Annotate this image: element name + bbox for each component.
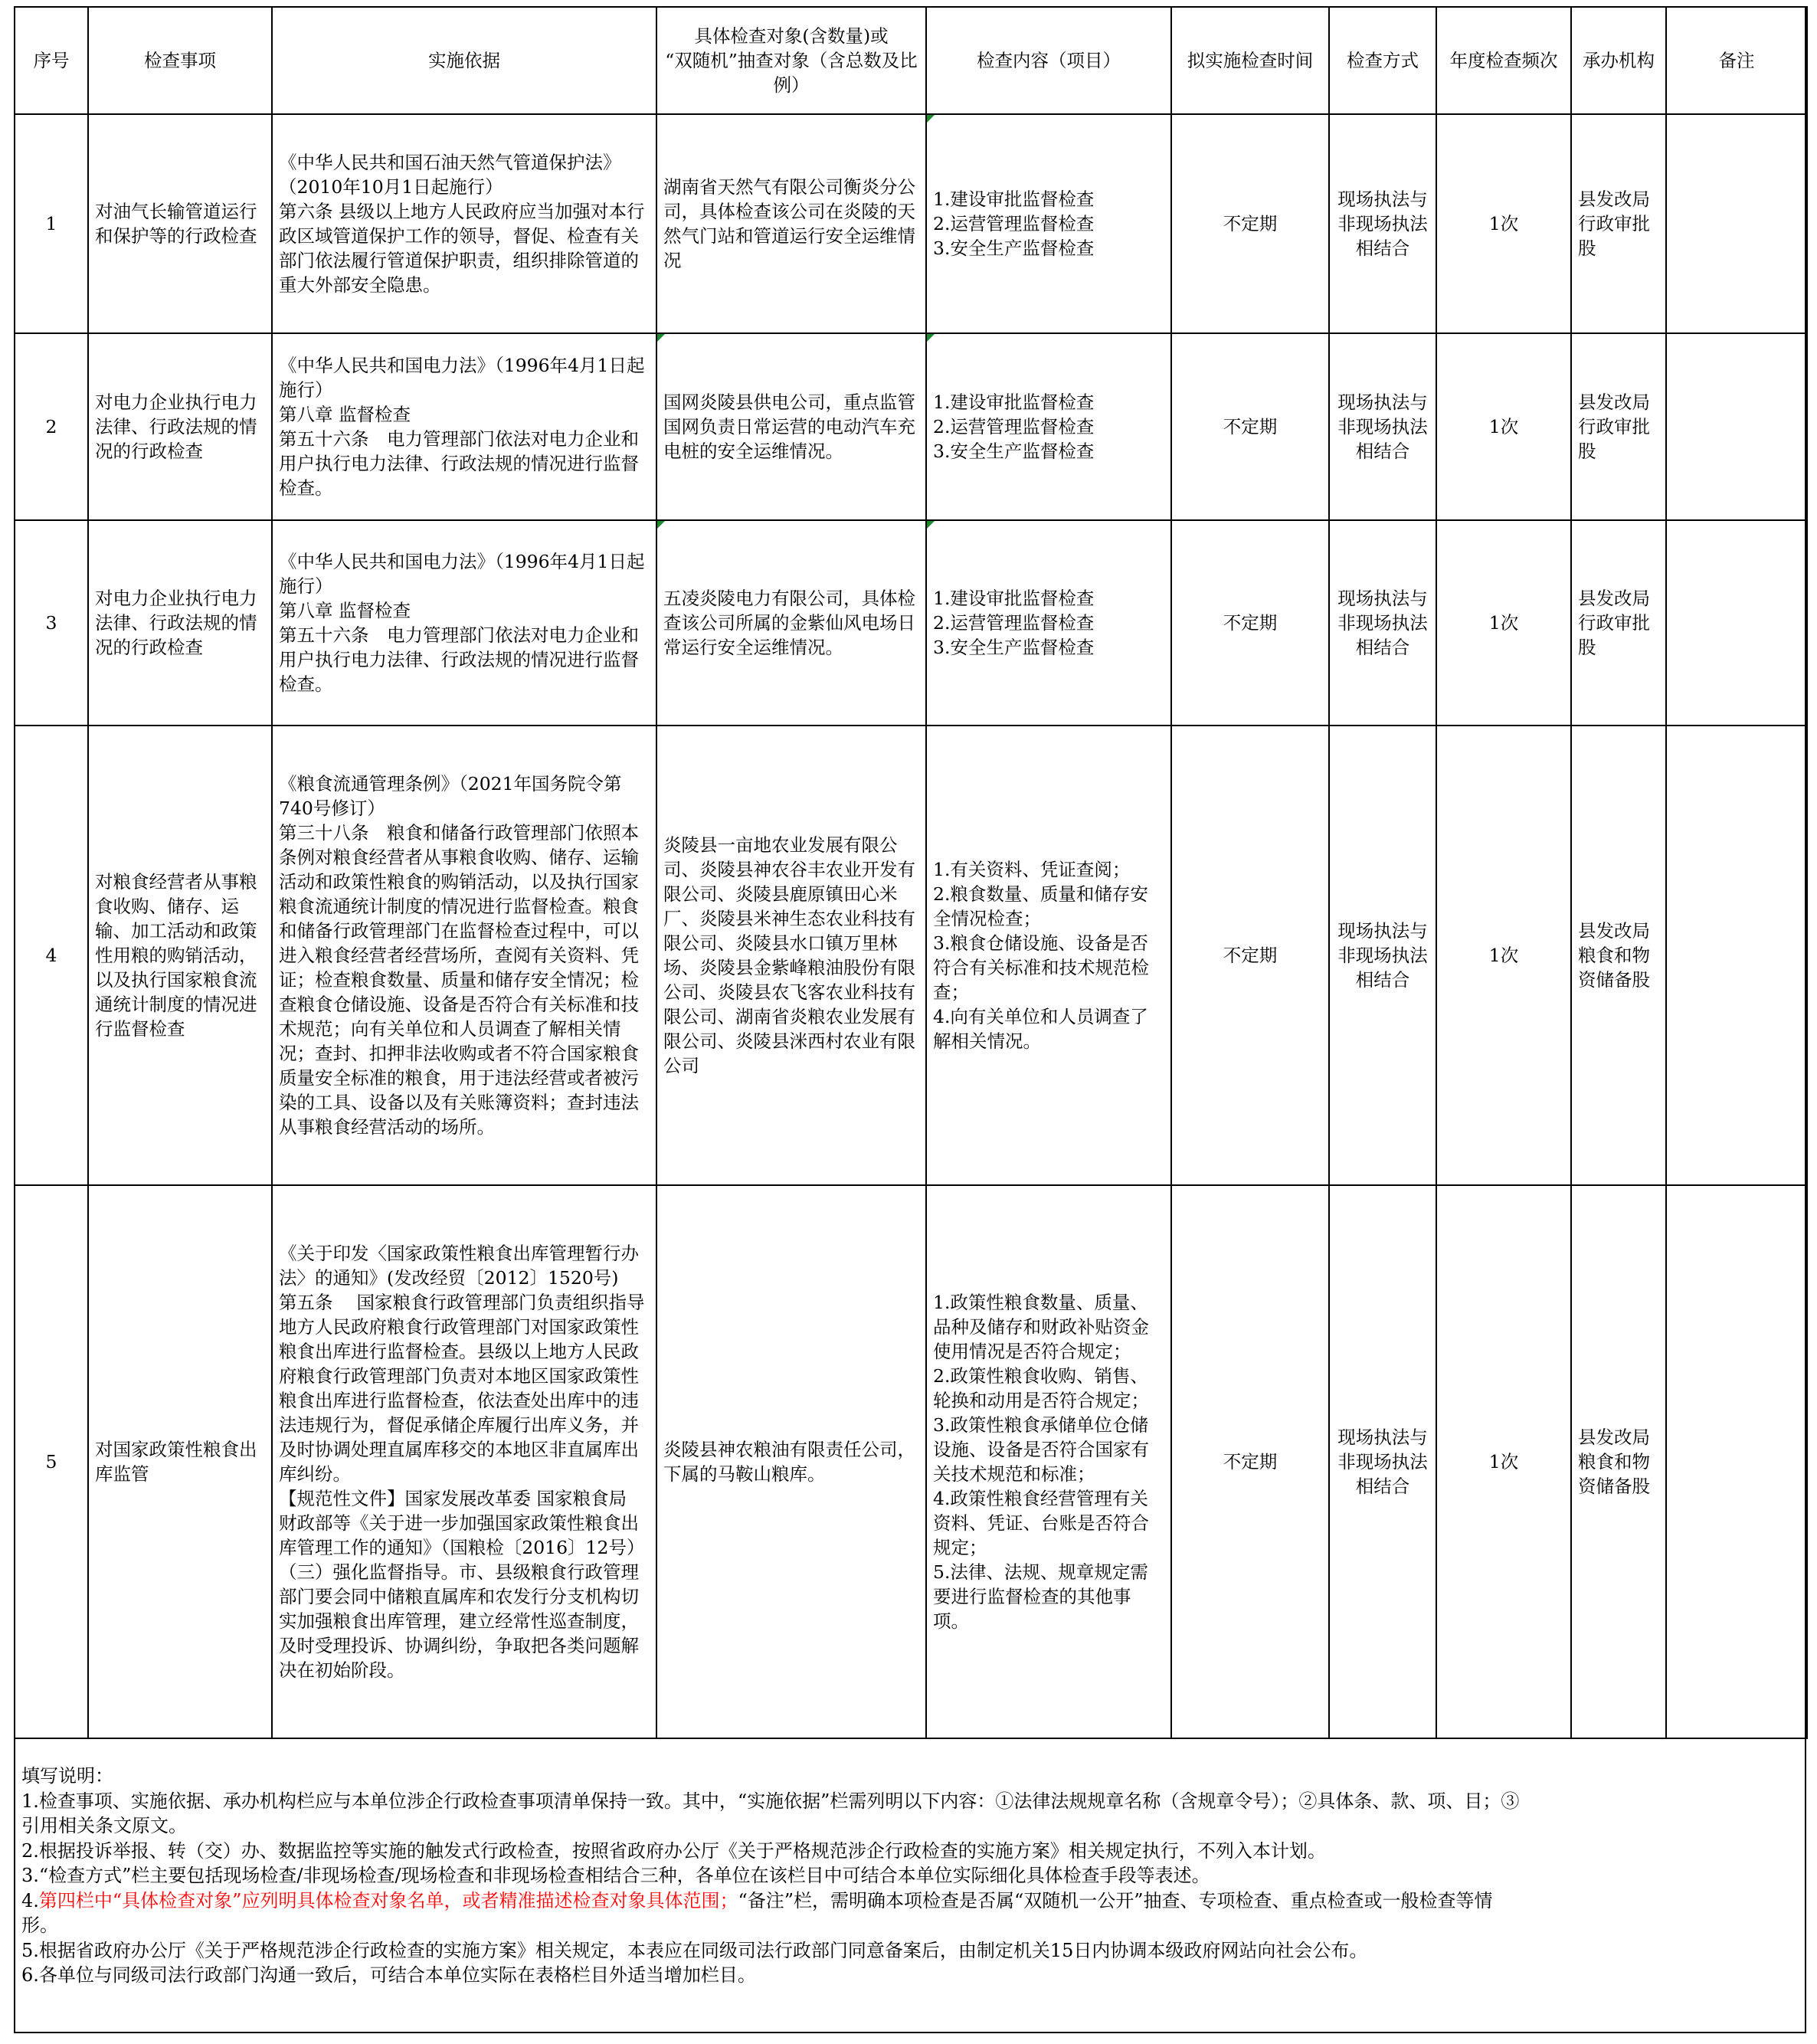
row-frequency: 1次	[1436, 1185, 1571, 1738]
row-remark	[1666, 520, 1807, 726]
note-1: 1.检查事项、实施依据、承办机构栏应与本单位涉企行政检查事项清单保持一致。其中，“实施依据”栏需列明以下内容：①法律法规规章名称（含规章令号）；②具体条、款、项、目；③	[21, 1790, 1520, 1812]
row-content-text: 1.建设审批监督检查 2.运营管理监督检查 3.安全生产监督检查	[933, 188, 1095, 259]
row-object-text: 炎陵县一亩地农业发展有限公司、炎陵县神农谷丰农业开发有限公司、炎陵县鹿原镇田心米厂、炎陵县米神生态农业科技有限公司、炎陵县水口镇万里林场、炎陵县金紫峰粮油股份有限公司、炎陵县农飞客农业科技有限公司、湖南省炎粮农业发展有限公司、炎陵县洣西村农业有限公司	[663, 834, 915, 1076]
fill-instructions	[21, 1764, 1799, 1988]
row-item: 对油气长输管道运行和保护等的行政检查	[88, 114, 272, 333]
cell-marker	[657, 334, 665, 342]
note-4-continued: 形。	[21, 1915, 58, 1936]
cell-marker	[657, 521, 665, 529]
header-row	[15, 7, 1807, 114]
row-no: 1	[15, 114, 88, 333]
row-method: 现场执法与非现场执法相结合	[1329, 114, 1436, 333]
row-content	[926, 520, 1171, 726]
row-org: 县发改局行政审批股	[1571, 520, 1666, 726]
note-6: 6.各单位与同级司法行政部门沟通一致后，可结合本单位实际在表格栏目外适当增加栏目。	[21, 1964, 756, 1986]
row-frequency: 1次	[1436, 726, 1571, 1185]
row-method: 现场执法与非现场执法相结合	[1329, 520, 1436, 726]
row-object	[656, 1185, 926, 1738]
header-item: 检查事项	[88, 7, 272, 114]
row-basis: 《中华人民共和国电力法》（1996年4月1日起施行） 第八章 监督检查 第五十六条 电力管理部门依法对电力企业和用户执行电力法律、行政法规的情况进行监督检查。	[272, 520, 656, 726]
header-org: 承办机构	[1571, 7, 1666, 114]
row-no: 4	[15, 726, 88, 1185]
row-remark	[1666, 726, 1807, 1185]
row-method: 现场执法与非现场执法相结合	[1329, 726, 1436, 1185]
note-4-number: 4.	[21, 1889, 39, 1911]
row-remark	[1666, 114, 1807, 333]
row-time: 不定期	[1171, 114, 1329, 333]
row-content-text: 1.有关资料、凭证查阅； 2.粮食数量、质量和储存安全情况检查； 3.粮食仓储设施、设备是否符合有关标准和技术规范检查； 4.向有关单位和人员调查了解相关情况。	[933, 859, 1149, 1052]
row-method: 现场执法与非现场执法相结合	[1329, 333, 1436, 520]
row-item: 对电力企业执行电力法律、行政法规的情况的行政检查	[88, 520, 272, 726]
row-object	[656, 333, 926, 520]
cell-marker	[927, 115, 935, 123]
row-org: 县发改局粮食和物资储备股	[1571, 726, 1666, 1185]
row-basis: 《粮食流通管理条例》（2021年国务院令第740号修订） 第三十八条 粮食和储备行政管理部门依照本条例对粮食经营者从事粮食收购、储存、运输活动和政策性粮食的购销活动，以及执行国家粮食流通统计制度的情况进行监督检查。粮食和储备行政管理部门在监督检查过程中，可以进入粮食经营者经营场所，查阅有关资料、凭证；检查粮食数量、质量和储存安全情况；检查粮食仓储设施、设备是否符合有关标准和技术规范；向有关单位和人员调查了解相关情况；查封、扣押非法收购或者不符合国家粮食质量安全标准的粮食，用于违法经营或者被污染的工具、设备以及有关账簿资料；查封违法从事粮食经营活动的场所。	[272, 726, 656, 1185]
row-object-text: 五凌炎陵电力有限公司，具体检查该公司所属的金紫仙风电场日常运行安全运维情况。	[663, 588, 915, 658]
row-frequency: 1次	[1436, 520, 1571, 726]
row-basis: 《关于印发〈国家政策性粮食出库管理暂行办法〉的通知》(发改经贸〔2012〕1520号) 第五条 国家粮食行政管理部门负责组织指导地方人民政府粮食行政管理部门对国家政策性粮食出库进行监督检查。县级以上地方人民政府粮食行政管理部门负责对本地区国家政策性粮食出库进行监督检查，依法查处出库中的违法违规行为，督促承储企库履行出库义务，并及时协调处理直属库移交的本地区非直属库出库纠纷。 【规范性文件】国家发展改革委 国家粮食局 财政部等《关于进一步加强国家政策性粮食出库管理工作的通知》（国粮检〔2016〕12号）（三）强化监督指导。市、县级粮食行政管理部门要会同中储粮直属库和农发行分支机构切实加强粮食出库管理，建立经常性巡查制度，及时受理投诉、协调纠纷，争取把各类问题解决在初始阶段。	[272, 1185, 656, 1738]
row-basis: 《中华人民共和国电力法》（1996年4月1日起施行） 第八章 监督检查 第五十六条 电力管理部门依法对电力企业和用户执行电力法律、行政法规的情况进行监督检查。	[272, 333, 656, 520]
header-method: 检查方式	[1329, 7, 1436, 114]
row-org: 县发改局行政审批股	[1571, 333, 1666, 520]
row-basis: 《中华人民共和国石油天然气管道保护法》（2010年10月1日起施行） 第六条 县级以上地方人民政府应当加强对本行政区域管道保护工作的领导，督促、检查有关部门依法履行管道保护职责，组织排除管道的重大外部安全隐患。	[272, 114, 656, 333]
header-time: 拟实施检查时间	[1171, 7, 1329, 114]
cell-marker	[927, 334, 935, 342]
notes-title: 填写说明：	[21, 1765, 113, 1787]
row-object	[656, 520, 926, 726]
header-content: 检查内容（项目）	[926, 7, 1171, 114]
note-2: 2.根据投诉举报、转（交）办、数据监控等实施的触发式行政检查，按照省政府办公厅《关于严格规范涉企行政检查的实施方案》相关规定执行，不列入本计划。	[21, 1839, 1326, 1862]
row-org: 县发改局粮食和物资储备股	[1571, 1185, 1666, 1738]
row-content	[926, 114, 1171, 333]
row-no: 3	[15, 520, 88, 726]
row-content-text: 1.建设审批监督检查 2.运营管理监督检查 3.安全生产监督检查	[933, 588, 1095, 658]
row-time: 不定期	[1171, 333, 1329, 520]
cell-marker	[927, 521, 935, 529]
row-time: 不定期	[1171, 726, 1329, 1185]
note-3: 3.“检查方式”栏主要包括现场检查/非现场检查/现场检查和非现场检查相结合三种，各单位在该栏目中可结合本单位实际细化具体检查手段等表述。	[21, 1865, 1210, 1886]
row-content	[926, 1185, 1171, 1738]
row-item: 对粮食经营者从事粮食收购、储存、运输、加工活动和政策性用粮的购销活动，以及执行国家粮食流通统计制度的情况进行监督检查	[88, 726, 272, 1185]
row-remark	[1666, 1185, 1807, 1738]
header-object: 具体检查对象(含数量)或 “双随机”抽查对象（含总数及比例）	[656, 7, 926, 114]
header-frequency: 年度检查频次	[1436, 7, 1571, 114]
row-item: 对电力企业执行电力法律、行政法规的情况的行政检查	[88, 333, 272, 520]
row-time: 不定期	[1171, 1185, 1329, 1738]
row-no: 2	[15, 333, 88, 520]
note-4-rest: “备注”栏，需明确本项检查是否属“双随机一公开”抽查、专项检查、重点检查或一般检查等情	[738, 1889, 1493, 1911]
note-4-highlight: 第四栏中“具体检查对象”应列明具体检查对象名单，或者精准描述检查对象具体范围；	[38, 1889, 738, 1911]
table-row	[15, 333, 1807, 520]
row-method: 现场执法与非现场执法相结合	[1329, 1185, 1436, 1738]
table-row	[15, 1185, 1807, 1738]
row-org: 县发改局行政审批股	[1571, 114, 1666, 333]
row-item: 对国家政策性粮食出库监管	[88, 1185, 272, 1738]
row-time: 不定期	[1171, 520, 1329, 726]
row-object-text: 国网炎陵县供电公司，重点监管国网负责日常运营的电动汽车充电桩的安全运维情况。	[663, 391, 915, 462]
row-frequency: 1次	[1436, 114, 1571, 333]
inspection-plan-table	[14, 6, 1808, 1739]
header-remark: 备注	[1666, 7, 1807, 114]
row-content-text: 1.建设审批监督检查 2.运营管理监督检查 3.安全生产监督检查	[933, 391, 1095, 462]
note-4	[21, 1888, 1799, 1914]
row-object	[656, 726, 926, 1185]
row-no: 5	[15, 1185, 88, 1738]
row-object-text: 湖南省天然气有限公司衡炎分公司，具体检查该公司在炎陵的天然气门站和管道运行安全运维情况	[663, 176, 915, 271]
note-1-continued: 引用相关条文原文。	[21, 1815, 187, 1836]
row-content	[926, 333, 1171, 520]
row-remark	[1666, 333, 1807, 520]
table-row	[15, 114, 1807, 333]
note-5: 5.根据省政府办公厅《关于严格规范涉企行政检查的实施方案》相关规定，本表应在同级司法行政部门同意备案后，由制定机关15日内协调本级政府网站向社会公布。	[21, 1939, 1368, 1961]
row-object-text: 炎陵县神农粮油有限责任公司，下属的马鞍山粮库。	[663, 1439, 915, 1485]
header-basis: 实施依据	[272, 7, 656, 114]
row-content-text: 1.政策性粮食数量、质量、品种及储存和财政补贴资金使用情况是否符合规定； 2.政策性粮食收购、销售、轮换和动用是否符合规定； 3.政策性粮食承储单位仓储设施、设备是否符合国家有关技术规范和标准； 4.政策性粮食经营管理有关资料、凭证、台账是否符合规定； 5.法律、法规、规章规定需要进行监督检查的其他事项。	[933, 1292, 1149, 1632]
table-row	[15, 726, 1807, 1185]
row-content	[926, 726, 1171, 1185]
header-no: 序号	[15, 7, 88, 114]
table-row	[15, 520, 1807, 726]
row-frequency: 1次	[1436, 333, 1571, 520]
row-object	[656, 114, 926, 333]
